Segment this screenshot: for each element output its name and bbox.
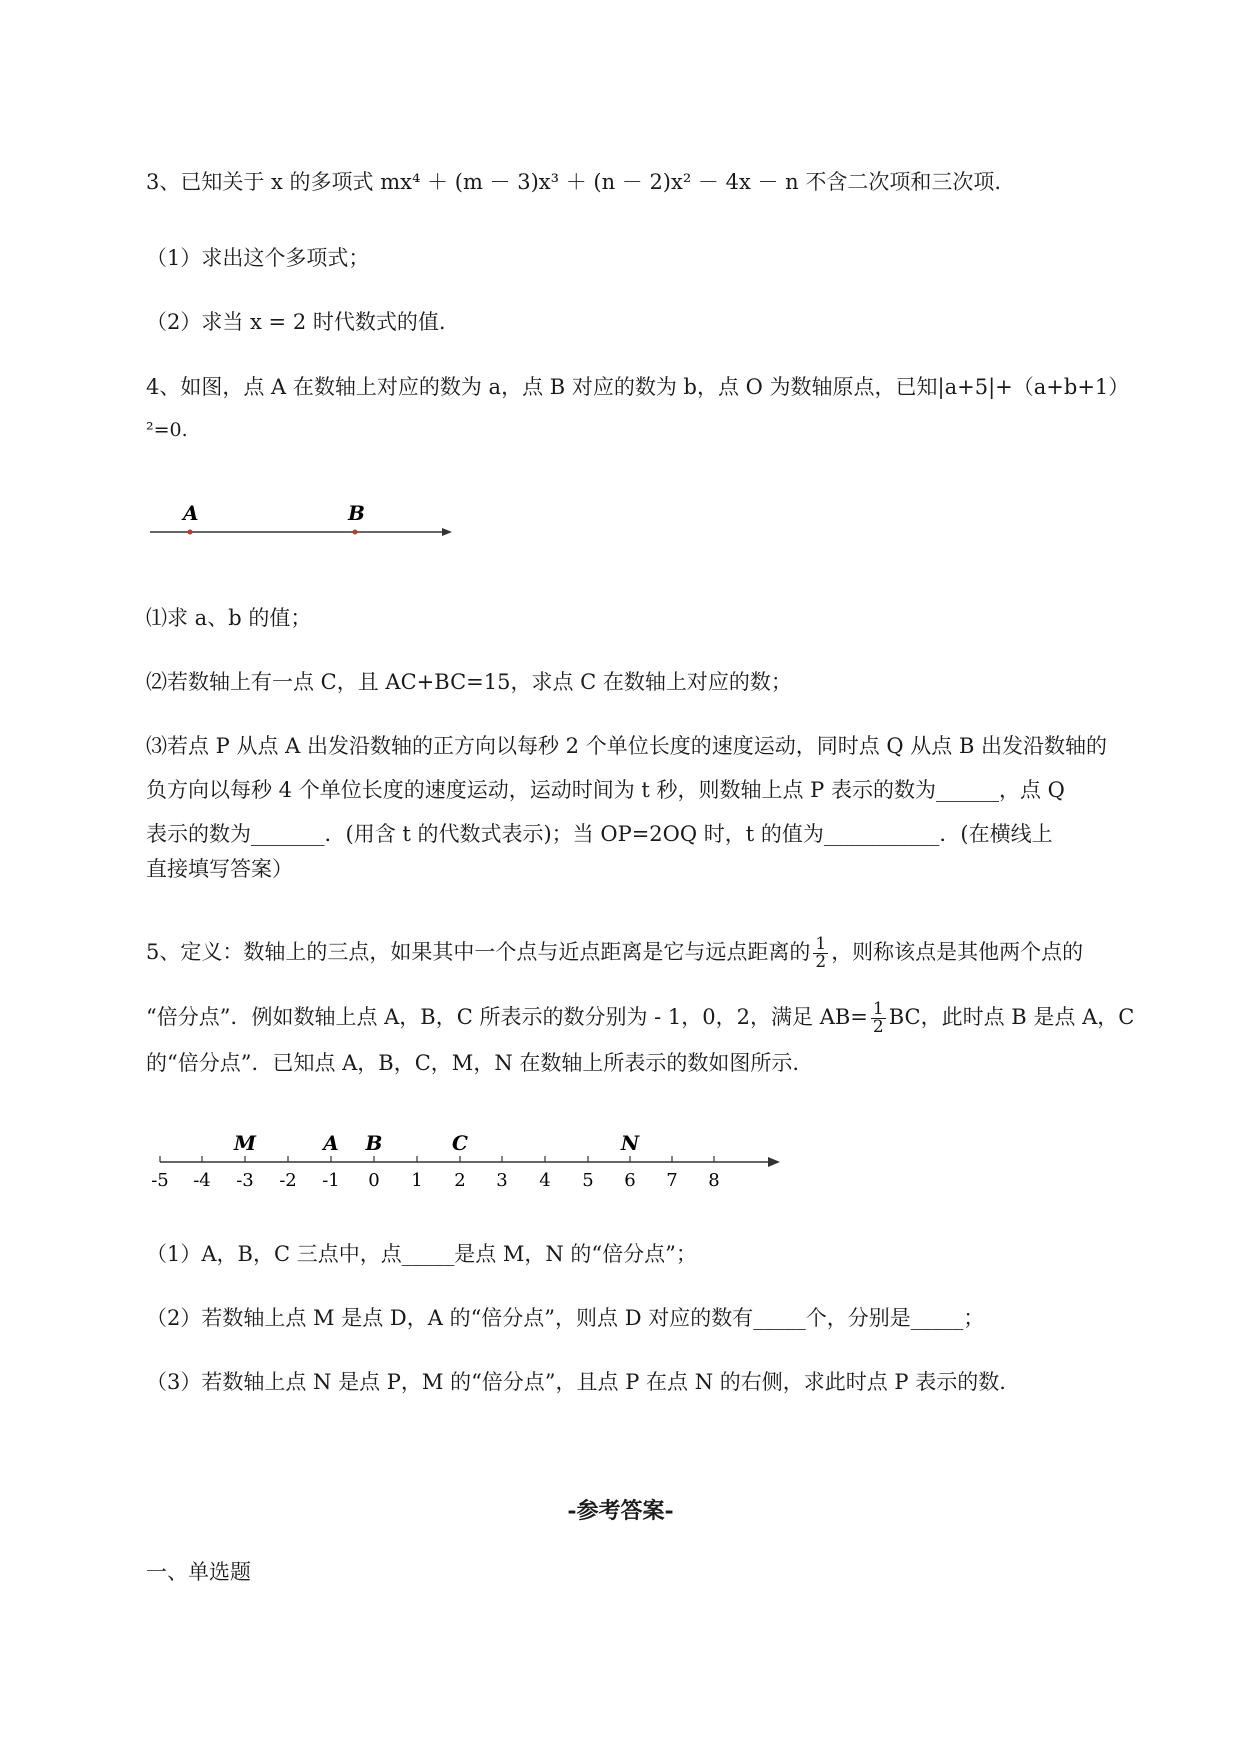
q5-tick-label: 8: [708, 1170, 720, 1191]
q5-point-label-a: A: [323, 1131, 339, 1155]
q5-tick-label: -2: [279, 1170, 297, 1191]
q4-label-a: A: [183, 501, 199, 525]
q4-point-b: [353, 530, 358, 535]
q5-line1-text-b: ，则称该点是其他两个点的: [831, 940, 1084, 964]
q5-stem-line2: [146, 1001, 1134, 1036]
q4-axis-arrow-icon: [442, 528, 452, 536]
answers-section-single-choice: 一、单选题: [146, 1560, 251, 1584]
q5-tick-label: 6: [624, 1170, 636, 1191]
q5-frac2-den: 2: [872, 1017, 884, 1037]
q5-line2-text-a: “倍分点”．例如数轴上点 A，B，C 所表示的数分别为 - 1，0，2，满足 AB=: [146, 1005, 868, 1029]
q5-point-label-b: B: [365, 1131, 383, 1155]
q4-part3-line4: 直接填写答案）: [146, 857, 293, 881]
q5-stem-line1: [146, 936, 1083, 971]
q5-part1: （1）A，B，C 三点中，点_____是点 M，N 的“倍分点”；: [146, 1242, 697, 1266]
q4-part3-line1: ⑶若点 P 从点 A 出发沿数轴的正方向以每秒 2 个单位长度的速度运动，同时点 Q 从点 B 出发沿数轴的: [146, 734, 1108, 758]
q5-fraction-half: [813, 936, 828, 971]
q5-line1-text-a: 5、定义：数轴上的三点，如果其中一个点与近点距离是它与远点距离的: [146, 940, 811, 964]
q5-tick-label: -3: [236, 1170, 254, 1191]
q5-frac-num: 1: [815, 934, 827, 954]
q5-stem-line3: 的“倍分点”．已知点 A，B，C，M，N 在数轴上所表示的数如图所示.: [146, 1051, 800, 1075]
q4-part2: ⑵若数轴上有一点 C，且 AC+BC=15，求点 C 在数轴上对应的数；: [146, 670, 792, 694]
q4-part3-line2: 负方向以每秒 4 个单位长度的速度运动，运动时间为 t 秒，则数轴上点 P 表示的数为______，点 Q: [146, 778, 1065, 802]
q4-stem-line2: ²=0.: [146, 419, 188, 441]
q5-tick-label: 0: [368, 1170, 380, 1191]
q5-tick-label: 2: [454, 1170, 466, 1191]
q5-tick-label: -4: [193, 1170, 211, 1191]
q5-part2: （2）若数轴上点 M 是点 D，A 的“倍分点”，则点 D 对应的数有_____个，分别是_____；: [146, 1306, 985, 1330]
q5-tick-label: 7: [666, 1170, 678, 1191]
q4-part3-line3: 表示的数为_______．(用含 t 的代数式表示)；当 OP=2OQ 时，t 的值为___________．(在横线上: [146, 822, 1053, 846]
answers-title: -参考答案-: [567, 1498, 674, 1524]
q4-number-line-figure: [146, 500, 466, 550]
q5-point-label-n: N: [620, 1131, 640, 1155]
q5-tick-label: 3: [496, 1170, 508, 1191]
q3-stem: 3、已知关于 x 的多项式 mx⁴ ＋ (m － 3)x³ ＋ (n － 2)x² － 4x － n 不含二次项和三次项.: [146, 170, 1002, 194]
q5-frac2-num: 1: [872, 999, 884, 1019]
q4-label-b: B: [348, 501, 365, 525]
q5-axis-arrow-icon: [768, 1157, 780, 1167]
q4-point-a: [188, 530, 193, 535]
q5-tick-label: 1: [411, 1170, 423, 1191]
q5-point-label-m: M: [233, 1131, 257, 1155]
q5-tick-label: -1: [322, 1170, 340, 1191]
q5-tick-label: 4: [539, 1170, 551, 1191]
q5-point-label-c: C: [452, 1131, 468, 1155]
q4-stem-line1: 4、如图，点 A 在数轴上对应的数为 a，点 B 对应的数为 b，点 O 为数轴原点，已知|a+5|+（a+b+1）: [146, 375, 1130, 399]
q5-frac-den: 2: [815, 952, 827, 972]
q5-tick-label: 5: [582, 1170, 594, 1191]
q5-part3: （3）若数轴上点 N 是点 P，M 的“倍分点”，且点 P 在点 N 的右侧，求此时点 P 表示的数.: [146, 1370, 1006, 1394]
q3-part1: （1）求出这个多项式；: [146, 246, 370, 270]
q5-tick-label: -5: [151, 1170, 169, 1191]
q5-fraction-half-2: [871, 1001, 886, 1036]
q5-number-line-figure: [140, 1124, 800, 1204]
q3-part2: （2）求当 x = 2 时代数式的值.: [146, 310, 446, 334]
q4-part1: ⑴求 a、b 的值；: [146, 606, 312, 630]
q5-line2-text-b: BC，此时点 B 是点 A，C: [888, 1005, 1135, 1029]
